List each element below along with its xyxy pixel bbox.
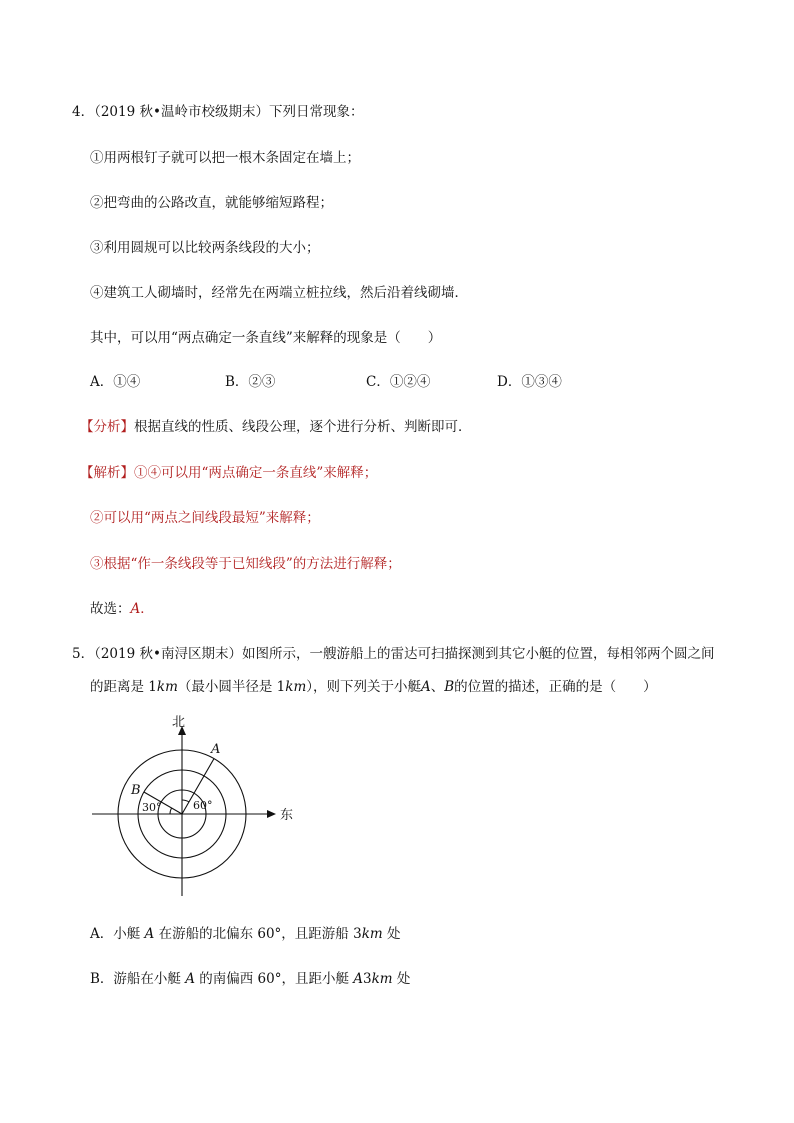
- q4-options: [90, 373, 690, 391]
- q4-stem: [72, 103, 363, 121]
- solution-line-1: ①④可以用“两点确定一条直线”来解释；: [134, 465, 378, 481]
- q4-source: （2019 秋•温岭市校级期末）: [94, 104, 269, 120]
- angle-a-label: 60°: [193, 799, 213, 812]
- q5-option-b: B．游船在小艇 A 的南偏西 60°，且距小艇 A3km 处: [90, 971, 411, 987]
- north-label: 北: [172, 715, 186, 730]
- q4-answer: 故选：A．: [90, 601, 154, 617]
- q4-solution-3: ③根据“作一条线段等于已知线段”的方法进行解释；: [90, 556, 401, 572]
- q4-stem-text: 下列日常现象：: [268, 104, 364, 120]
- q4-item-3: ③利用圆规可以比较两条线段的大小；: [90, 240, 320, 256]
- q5-number: 5．: [72, 646, 95, 662]
- analysis-text: 根据直线的性质、线段公理，逐个进行分析、判断即可．: [134, 419, 472, 435]
- q4-option-b: B．②③: [225, 374, 276, 390]
- east-label: 东: [280, 808, 294, 823]
- angle-b-label: 30°: [142, 801, 162, 814]
- q4-analysis: [80, 418, 472, 436]
- q4-item-4: ④建筑工人砌墙时，经常先在两端立桩拉线，然后沿着线砌墙．: [90, 285, 468, 301]
- answer-value: A: [130, 601, 141, 617]
- q4-question: 其中，可以用“两点确定一条直线”来解释的现象是（ ）: [90, 330, 442, 346]
- east-arrow-icon: [267, 810, 276, 818]
- q5-source: （2019 秋•南浔区期末）: [94, 646, 242, 662]
- q4-item-1: ①用两根钉子就可以把一根木条固定在墙上；: [90, 150, 360, 166]
- analysis-tag: 【分析】: [80, 419, 134, 435]
- q5-stem-line-1: [72, 645, 714, 663]
- q4-item-2: ②把弯曲的公路改直，就能够缩短路程；: [90, 195, 333, 211]
- angle-arc-b: [170, 808, 172, 814]
- q4-option-c: C．①②④: [366, 374, 431, 390]
- angle-arc-a: [182, 800, 189, 802]
- q5-option-a: A．小艇 A 在游船的北偏东 60°，且距游船 3km 处: [90, 926, 401, 942]
- q5-stem-text: 如图所示，一艘游船上的雷达可扫描探测到其它小艇的位置，每相邻两个圆之间: [241, 646, 715, 662]
- q4-option-a: A．①④: [90, 374, 141, 390]
- solution-tag: 【解析】: [80, 465, 134, 481]
- q4-solution-1: [80, 464, 377, 482]
- q4-number: 4．: [72, 104, 95, 120]
- point-b-label: B: [131, 783, 141, 798]
- q4-solution-2: ②可以用“两点之间线段最短”来解释；: [90, 510, 320, 526]
- q4-option-d: D．①③④: [497, 374, 562, 390]
- radar-figure: [86, 712, 296, 897]
- q5-stem-line-2: 的距离是 1km（最小圆半径是 1km），则下列关于小艇A、B的位置的描述，正确的是（ ）: [90, 679, 657, 695]
- point-a-label: A: [211, 742, 221, 757]
